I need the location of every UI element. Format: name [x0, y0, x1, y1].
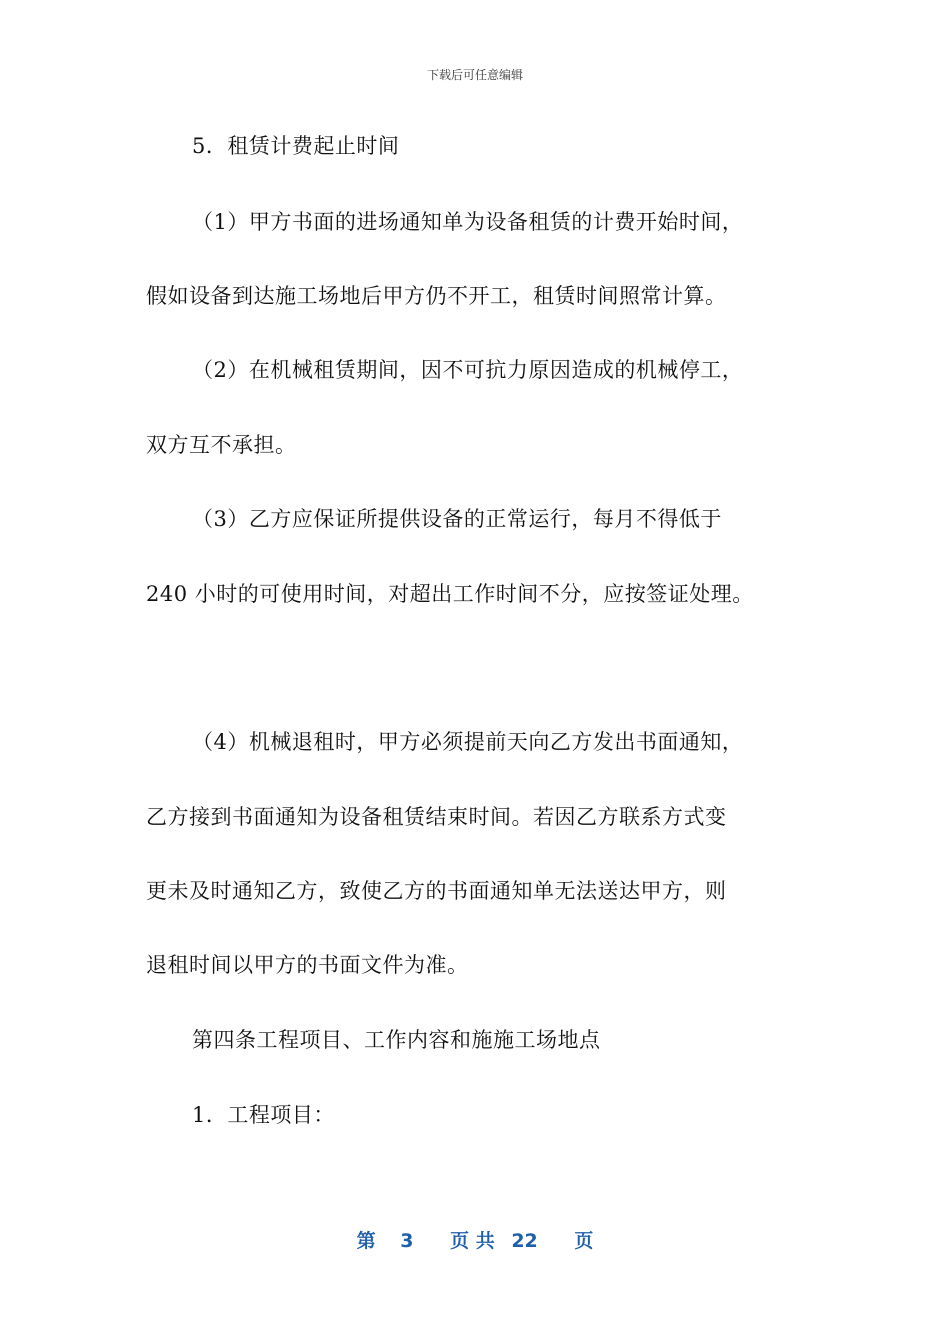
paragraph-1-line-1: （1）甲方书面的进场通知单为设备租赁的计费开始时间， [192, 210, 744, 234]
paragraph-4-line-1: （4）机械退租时，甲方必须提前天向乙方发出书面通知， [192, 730, 744, 754]
paragraph-4-line-2: 乙方接到书面通知为设备租赁结束时间。若因乙方联系方式变 [146, 805, 727, 829]
paragraph-3-line-2: 240 小时的可使用时间，对超出工作时间不分，应按签证处理。 [146, 582, 754, 606]
footer-label-end: 页 [574, 1230, 594, 1252]
header-note: 下载后可任意编辑 [426, 68, 523, 82]
article-4-heading: 第四条工程项目、工作内容和施施工场地点 [192, 1028, 601, 1052]
paragraph-3-line-1: （3）乙方应保证所提供设备的正常运行，每月不得低于 [192, 507, 722, 531]
paragraph-2-line-2: 双方互不承担。 [146, 433, 297, 457]
footer-label-page: 第 [356, 1230, 376, 1252]
footer-current-page: 3 [400, 1230, 414, 1252]
footer-total-pages: 22 [511, 1230, 538, 1252]
paragraph-4-line-3: 更未及时通知乙方，致使乙方的书面通知单无法送达甲方，则 [146, 879, 727, 903]
page-footer [0, 1226, 950, 1253]
project-item-heading: 1．工程项目： [192, 1103, 335, 1127]
paragraph-1-line-2: 假如设备到达施工场地后甲方仍不开工，租赁时间照常计算。 [146, 284, 727, 308]
paragraph-2-line-1: （2）在机械租赁期间，因不可抗力原因造成的机械停工， [192, 358, 744, 382]
section-heading-rental-period: 5．租赁计费起止时间 [192, 134, 400, 158]
footer-label-of: 页 共 [450, 1230, 495, 1252]
paragraph-4-line-4: 退租时间以甲方的书面文件为准。 [146, 953, 469, 977]
